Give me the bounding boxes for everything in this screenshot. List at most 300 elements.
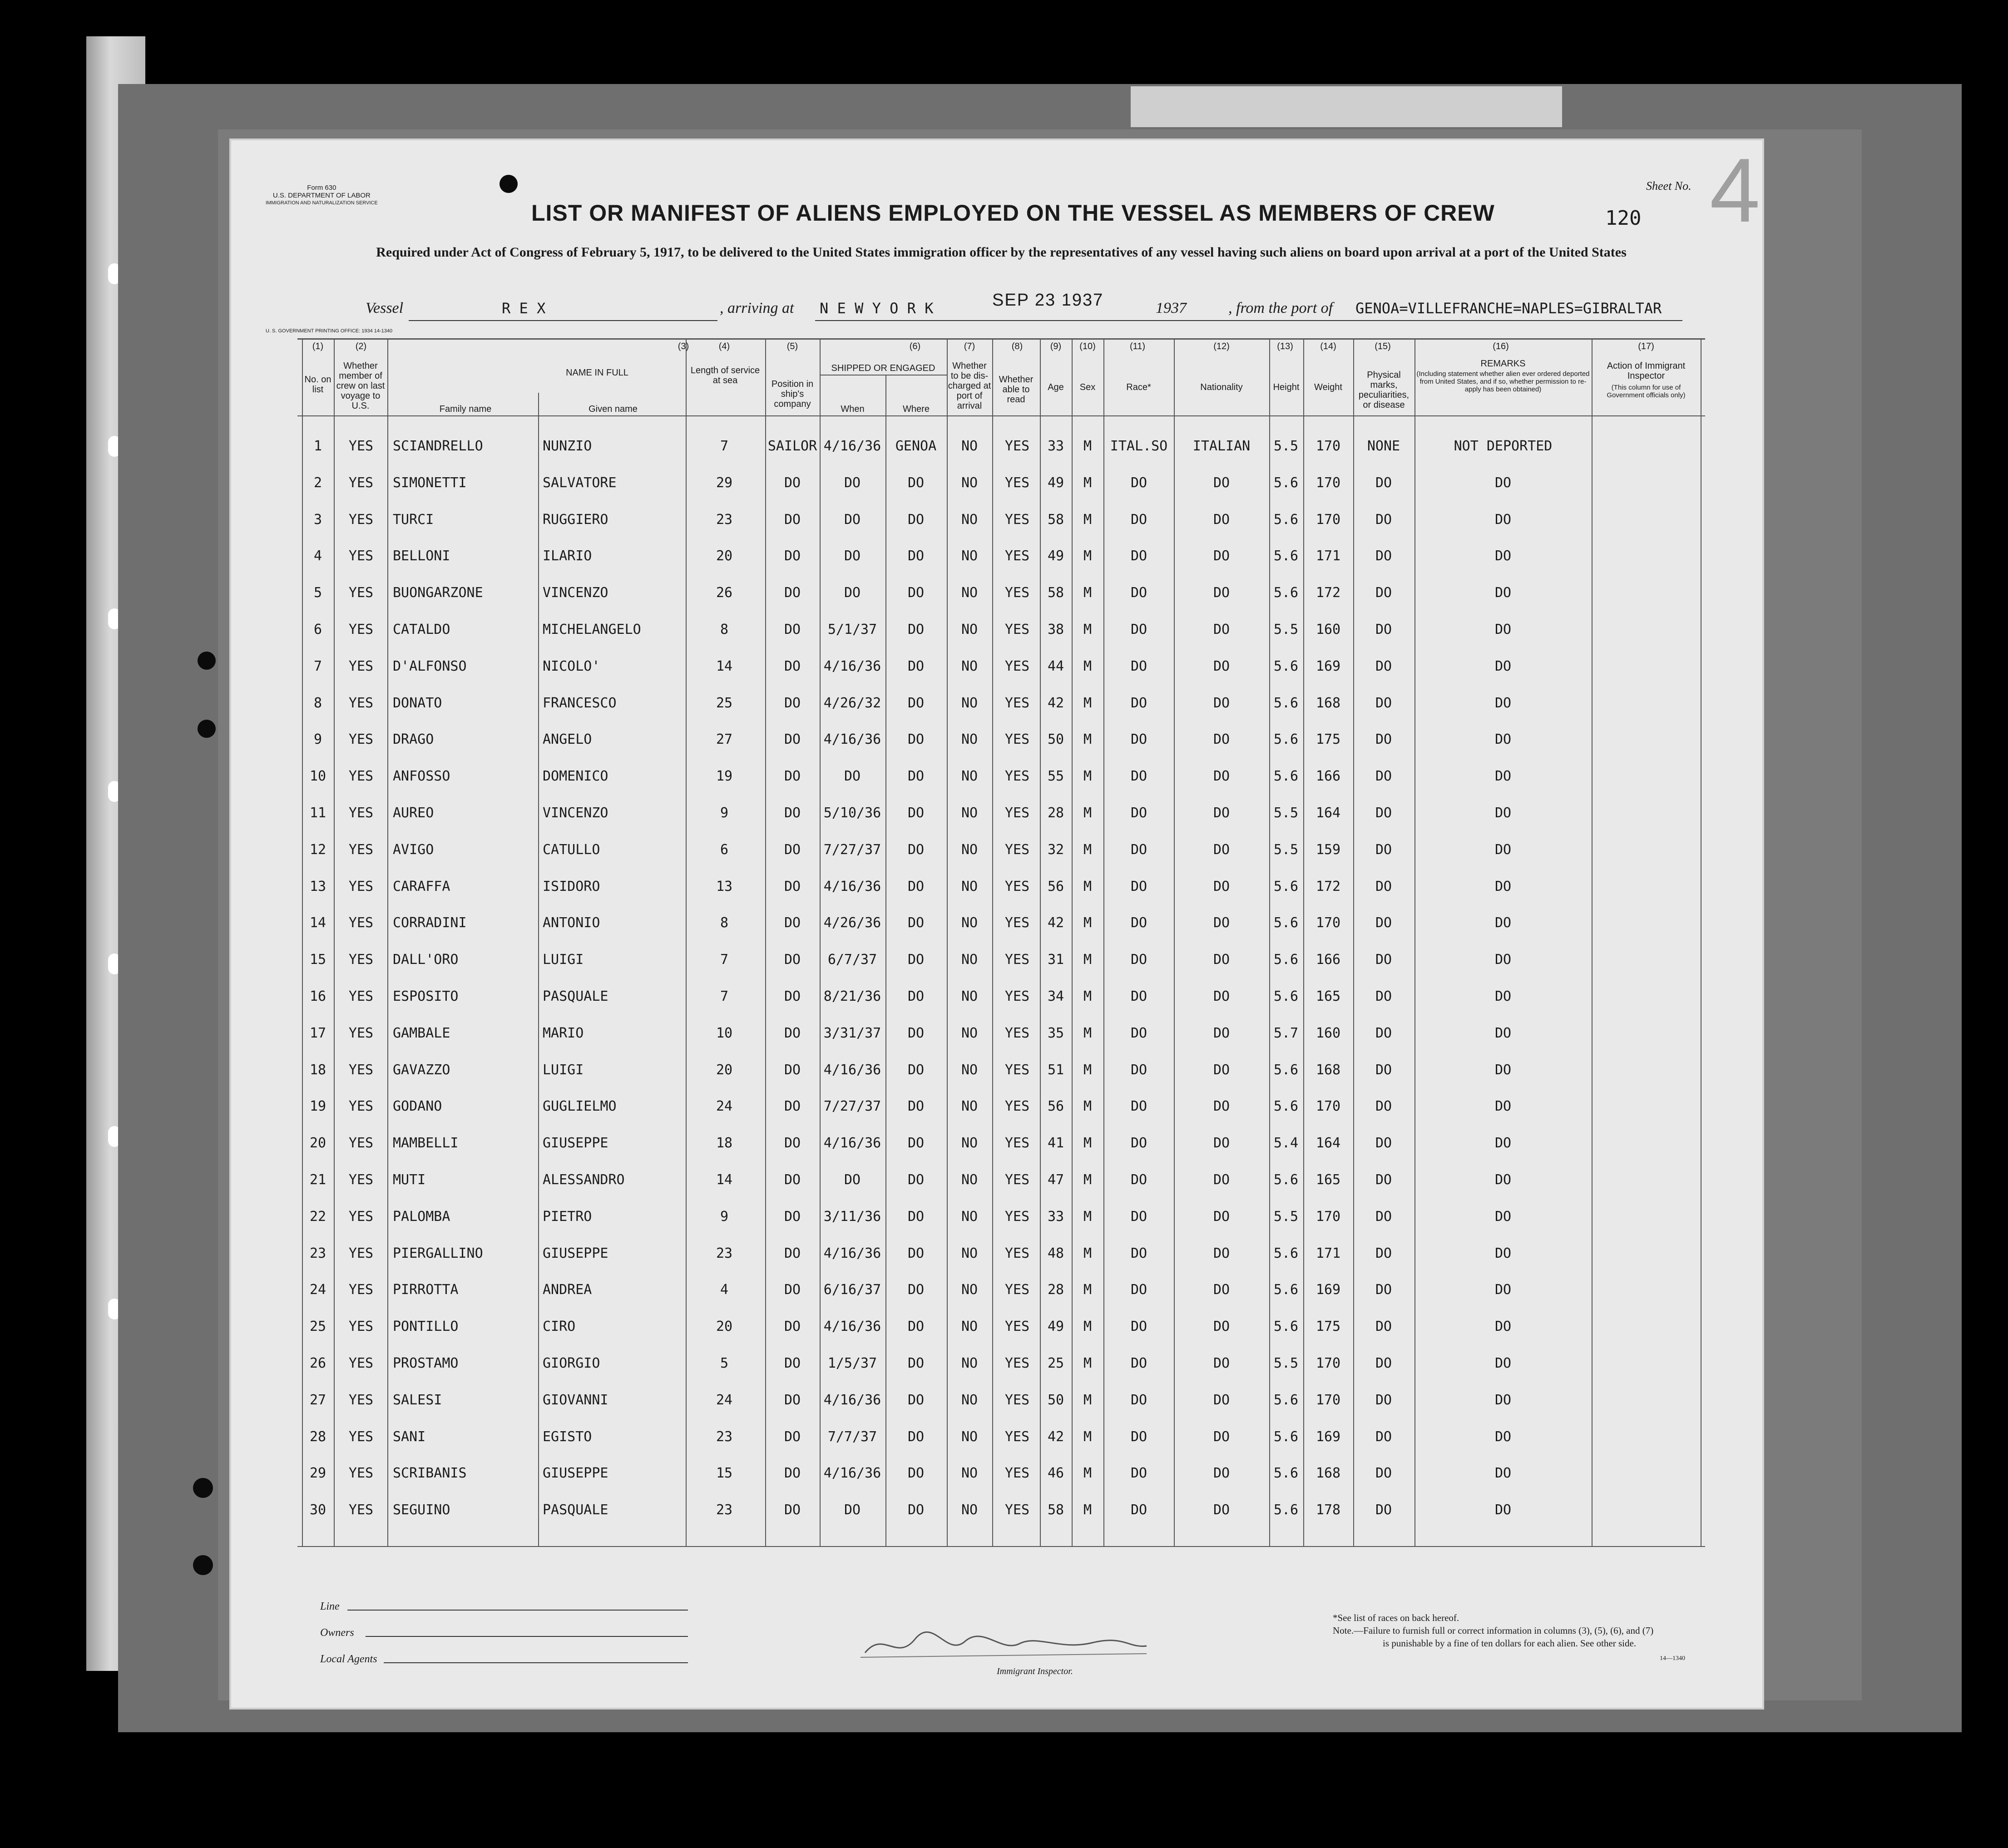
crew-last-voyage: YES bbox=[348, 915, 374, 931]
service-length: 8 bbox=[720, 622, 729, 637]
given-name: SALVATORE bbox=[543, 474, 617, 491]
shipped-where: DO bbox=[907, 695, 925, 711]
remarks: DO bbox=[1494, 988, 1512, 1004]
shipped-where: DO bbox=[907, 1245, 925, 1261]
family-name: BUONGARZONE bbox=[393, 585, 483, 601]
owners-label: Owners bbox=[320, 1627, 354, 1639]
col-sex-header: Sex bbox=[1079, 382, 1096, 392]
crew-last-voyage: YES bbox=[348, 1172, 374, 1188]
physical-marks: DO bbox=[1375, 1062, 1392, 1078]
age: 42 bbox=[1047, 1428, 1064, 1445]
race: DO bbox=[1130, 1208, 1147, 1225]
from-label: , from the port of bbox=[1228, 300, 1333, 316]
nationality: DO bbox=[1213, 695, 1230, 711]
col-family-header: Family name bbox=[439, 404, 492, 414]
race: DO bbox=[1130, 1135, 1147, 1151]
able-to-read: YES bbox=[1004, 1502, 1030, 1518]
able-to-read: YES bbox=[1004, 952, 1030, 968]
physical-marks: DO bbox=[1375, 1465, 1392, 1482]
shipped-when: 6/16/37 bbox=[823, 1282, 881, 1298]
given-name: ALESSANDRO bbox=[543, 1172, 625, 1188]
physical-marks: DO bbox=[1375, 1245, 1392, 1261]
weight: 175 bbox=[1316, 731, 1341, 748]
shipped-where: DO bbox=[907, 952, 925, 968]
physical-marks: DO bbox=[1375, 622, 1392, 637]
column-number: (3) bbox=[678, 341, 689, 351]
race: DO bbox=[1130, 988, 1147, 1004]
height: 5.6 bbox=[1273, 1319, 1299, 1335]
departure-ports: GENOA=VILLEFRANCHE=NAPLES=GIBRALTAR bbox=[1355, 300, 1662, 317]
column-number: (5) bbox=[786, 341, 798, 351]
position: DO bbox=[784, 841, 801, 858]
age: 56 bbox=[1047, 878, 1064, 894]
physical-marks: DO bbox=[1375, 841, 1392, 858]
row-no: 28 bbox=[309, 1428, 326, 1445]
weight: 170 bbox=[1316, 1098, 1341, 1115]
shipped-when: DO bbox=[844, 768, 861, 785]
shipped-when: 4/16/36 bbox=[823, 1465, 881, 1482]
shipped-where: DO bbox=[907, 585, 925, 601]
shipped-where: DO bbox=[907, 1172, 925, 1188]
family-name: CORRADINI bbox=[393, 915, 467, 931]
sex: M bbox=[1083, 1062, 1092, 1078]
sex: M bbox=[1083, 988, 1092, 1004]
physical-marks: DO bbox=[1375, 731, 1392, 748]
able-to-read: YES bbox=[1004, 1025, 1030, 1041]
col-position-header: Position in ship's company bbox=[771, 379, 814, 409]
col-action-sub: (This column for use of Government officials only) bbox=[1607, 384, 1686, 399]
inspector-label: Immigrant Inspector. bbox=[997, 1666, 1073, 1676]
shipped-where: DO bbox=[907, 1098, 925, 1115]
family-name: TURCI bbox=[393, 511, 434, 528]
discharged: NO bbox=[961, 1282, 978, 1298]
able-to-read: YES bbox=[1004, 474, 1030, 491]
remarks: DO bbox=[1494, 1465, 1512, 1482]
remarks: DO bbox=[1494, 1208, 1512, 1225]
age: 50 bbox=[1047, 1392, 1064, 1408]
family-name: AVIGO bbox=[393, 841, 434, 858]
sex: M bbox=[1083, 1392, 1092, 1408]
physical-marks: DO bbox=[1375, 1208, 1392, 1225]
crew-last-voyage: YES bbox=[348, 841, 374, 858]
row-no: 24 bbox=[309, 1282, 326, 1298]
race: DO bbox=[1130, 805, 1147, 821]
family-name: DALL'ORO bbox=[393, 952, 459, 968]
sheet-label: Sheet No. bbox=[1646, 179, 1691, 193]
crew-last-voyage: YES bbox=[348, 1025, 374, 1041]
shipped-where: DO bbox=[907, 805, 925, 821]
row-no: 3 bbox=[313, 511, 322, 528]
discharged: NO bbox=[961, 988, 978, 1004]
inspector-signature bbox=[856, 1626, 1151, 1666]
family-name: PROSTAMO bbox=[393, 1355, 459, 1371]
able-to-read: YES bbox=[1004, 915, 1030, 931]
race: DO bbox=[1130, 1172, 1147, 1188]
position: DO bbox=[784, 1465, 801, 1482]
physical-marks: DO bbox=[1375, 1392, 1392, 1408]
column-number: (15) bbox=[1375, 341, 1391, 351]
physical-marks: DO bbox=[1375, 548, 1392, 564]
able-to-read: YES bbox=[1004, 622, 1030, 637]
row-no: 7 bbox=[313, 658, 322, 674]
race: DO bbox=[1130, 622, 1147, 637]
position: DO bbox=[784, 878, 801, 894]
height: 5.6 bbox=[1273, 952, 1299, 968]
height: 5.6 bbox=[1273, 1392, 1299, 1408]
weight: 165 bbox=[1316, 988, 1341, 1004]
discharged: NO bbox=[961, 731, 978, 748]
age: 41 bbox=[1047, 1135, 1064, 1151]
shipped-where: DO bbox=[907, 1135, 925, 1151]
position: DO bbox=[784, 1355, 801, 1371]
nationality: DO bbox=[1213, 1172, 1230, 1188]
physical-marks: DO bbox=[1375, 1135, 1392, 1151]
page-number: 120 bbox=[1605, 207, 1642, 230]
able-to-read: YES bbox=[1004, 1428, 1030, 1445]
sex: M bbox=[1083, 878, 1092, 894]
remarks: DO bbox=[1494, 768, 1512, 785]
crew-last-voyage: YES bbox=[348, 585, 374, 601]
service-length: 20 bbox=[716, 1319, 733, 1335]
nationality: DO bbox=[1213, 841, 1230, 858]
discharged: NO bbox=[961, 1208, 978, 1225]
col-nationality-header: Nationality bbox=[1200, 382, 1243, 392]
position: DO bbox=[784, 805, 801, 821]
height: 5.6 bbox=[1273, 1245, 1299, 1261]
row-no: 14 bbox=[309, 915, 326, 931]
able-to-read: YES bbox=[1004, 841, 1030, 858]
crew-last-voyage: YES bbox=[348, 1428, 374, 1445]
punch-hole bbox=[193, 1478, 213, 1498]
weight: 159 bbox=[1316, 841, 1341, 858]
remarks: DO bbox=[1494, 952, 1512, 968]
arrival-date-stamp: SEP 23 1937 bbox=[992, 291, 1104, 310]
shipped-when: 4/16/36 bbox=[823, 1135, 881, 1151]
able-to-read: YES bbox=[1004, 1098, 1030, 1115]
remarks: DO bbox=[1494, 1282, 1512, 1298]
physical-marks: DO bbox=[1375, 1282, 1392, 1298]
manifest-page bbox=[229, 138, 1764, 1710]
remarks: DO bbox=[1494, 805, 1512, 821]
weight: 168 bbox=[1316, 1062, 1341, 1078]
discharged: NO bbox=[961, 841, 978, 858]
remarks: DO bbox=[1494, 1502, 1512, 1518]
sex: M bbox=[1083, 841, 1092, 858]
height: 5.5 bbox=[1273, 841, 1299, 858]
position: DO bbox=[784, 1025, 801, 1041]
shipped-when: 7/27/37 bbox=[823, 841, 881, 858]
shipped-where: DO bbox=[907, 622, 925, 637]
remarks: DO bbox=[1494, 841, 1512, 858]
given-name: VINCENZO bbox=[543, 805, 608, 821]
family-name: MAMBELLI bbox=[393, 1135, 459, 1151]
row-no: 17 bbox=[309, 1025, 326, 1041]
able-to-read: YES bbox=[1004, 585, 1030, 601]
race: ITAL.SO bbox=[1110, 438, 1168, 454]
nationality: DO bbox=[1213, 1245, 1230, 1261]
discharged: NO bbox=[961, 768, 978, 785]
remarks: DO bbox=[1494, 731, 1512, 748]
remarks: DO bbox=[1494, 585, 1512, 601]
arrival-port: N E W Y O R K bbox=[820, 300, 934, 317]
row-no: 13 bbox=[309, 878, 326, 894]
age: 42 bbox=[1047, 915, 1064, 931]
row-no: 27 bbox=[309, 1392, 326, 1408]
crew-last-voyage: YES bbox=[348, 731, 374, 748]
height: 5.6 bbox=[1273, 1172, 1299, 1188]
physical-marks: DO bbox=[1375, 695, 1392, 711]
col-name-header: NAME IN FULL bbox=[566, 368, 628, 378]
remarks: DO bbox=[1494, 878, 1512, 894]
department-name: U.S. DEPARTMENT OF LABOR bbox=[272, 192, 371, 199]
physical-marks: DO bbox=[1375, 952, 1392, 968]
able-to-read: YES bbox=[1004, 1245, 1030, 1261]
page-subtitle: Required under Act of Congress of February 5, 1917, to be delivered to the United States immigration officer by the representatives of any vessel having such aliens on board upon arrival at a port of the United States bbox=[376, 245, 1627, 260]
year: 1937 bbox=[1156, 300, 1187, 316]
family-name: GAMBALE bbox=[393, 1025, 450, 1041]
family-name: PALOMBA bbox=[393, 1208, 450, 1225]
race: DO bbox=[1130, 915, 1147, 931]
shipped-when: 4/16/36 bbox=[823, 658, 881, 674]
family-name: MUTI bbox=[393, 1172, 426, 1188]
service-length: 20 bbox=[716, 548, 733, 564]
family-name: CATALDO bbox=[393, 622, 450, 637]
family-name: ANFOSSO bbox=[393, 768, 450, 785]
sex: M bbox=[1083, 1208, 1092, 1225]
column-number: (9) bbox=[1050, 341, 1062, 351]
col-read-header: Whether able to read bbox=[999, 375, 1034, 405]
weight: 168 bbox=[1316, 1465, 1341, 1482]
printing-office: U. S. GOVERNMENT PRINTING OFFICE: 1934 14-1340 bbox=[266, 328, 393, 334]
shipped-when: 4/26/32 bbox=[823, 695, 881, 711]
age: 49 bbox=[1047, 474, 1064, 491]
shipped-when: DO bbox=[844, 1502, 861, 1518]
weight: 178 bbox=[1316, 1502, 1341, 1518]
col-action-header: Action of Immigrant Inspector bbox=[1607, 361, 1686, 381]
physical-marks: DO bbox=[1375, 1172, 1392, 1188]
height: 5.6 bbox=[1273, 878, 1299, 894]
weight: 170 bbox=[1316, 1392, 1341, 1408]
row-no: 1 bbox=[313, 438, 322, 454]
race: DO bbox=[1130, 511, 1147, 528]
able-to-read: YES bbox=[1004, 1208, 1030, 1225]
discharged: NO bbox=[961, 1025, 978, 1041]
shipped-where: DO bbox=[907, 511, 925, 528]
column-number: (8) bbox=[1011, 341, 1023, 351]
punch-hole bbox=[198, 720, 216, 738]
col-where-header: Where bbox=[903, 404, 930, 414]
penalty-note: Note.—Failure to furnish full or correct information in columns (3), (5), (6), and (7) bbox=[1333, 1625, 1654, 1636]
remarks: DO bbox=[1494, 1172, 1512, 1188]
race: DO bbox=[1130, 1282, 1147, 1298]
able-to-read: YES bbox=[1004, 878, 1030, 894]
position: DO bbox=[784, 1502, 801, 1518]
crew-last-voyage: YES bbox=[348, 805, 374, 821]
backing-tab bbox=[1131, 86, 1562, 127]
height: 5.5 bbox=[1273, 438, 1299, 454]
discharged: NO bbox=[961, 548, 978, 564]
position: SAILOR bbox=[767, 438, 817, 454]
weight: 170 bbox=[1316, 438, 1341, 454]
row-no: 26 bbox=[309, 1355, 326, 1371]
nationality: DO bbox=[1213, 988, 1230, 1004]
crew-last-voyage: YES bbox=[348, 1135, 374, 1151]
column-number: (12) bbox=[1213, 341, 1230, 351]
able-to-read: YES bbox=[1004, 1355, 1030, 1371]
crew-last-voyage: YES bbox=[348, 1465, 374, 1482]
height: 5.7 bbox=[1273, 1025, 1299, 1041]
height: 5.6 bbox=[1273, 474, 1299, 491]
nationality: DO bbox=[1213, 1502, 1230, 1518]
form-number: Form 630 bbox=[307, 184, 336, 192]
crew-last-voyage: YES bbox=[348, 1062, 374, 1078]
height: 5.6 bbox=[1273, 548, 1299, 564]
able-to-read: YES bbox=[1004, 1319, 1030, 1335]
table-rule bbox=[297, 1546, 1705, 1547]
shipped-when: 3/31/37 bbox=[823, 1025, 881, 1041]
able-to-read: YES bbox=[1004, 805, 1030, 821]
sex: M bbox=[1083, 731, 1092, 748]
shipped-when: 4/26/36 bbox=[823, 915, 881, 931]
service-length: 7 bbox=[720, 438, 729, 454]
underline bbox=[384, 1662, 688, 1663]
race: DO bbox=[1130, 1062, 1147, 1078]
nationality: DO bbox=[1213, 622, 1230, 637]
col-length-header: Length of service at sea bbox=[690, 366, 760, 385]
position: DO bbox=[784, 511, 801, 528]
nationality: DO bbox=[1213, 1355, 1230, 1371]
age: 44 bbox=[1047, 658, 1064, 674]
row-no: 2 bbox=[313, 474, 322, 491]
nationality: DO bbox=[1213, 1062, 1230, 1078]
underline bbox=[409, 320, 717, 321]
given-name: PASQUALE bbox=[543, 1502, 608, 1518]
weight: 170 bbox=[1316, 1355, 1341, 1371]
remarks: DO bbox=[1494, 658, 1512, 674]
crew-last-voyage: YES bbox=[348, 1098, 374, 1115]
form-code: 14—1340 bbox=[1660, 1655, 1685, 1662]
discharged: NO bbox=[961, 1062, 978, 1078]
race: DO bbox=[1130, 1025, 1147, 1041]
row-no: 25 bbox=[309, 1319, 326, 1335]
nationality: DO bbox=[1213, 1392, 1230, 1408]
service-length: 27 bbox=[716, 731, 733, 748]
col-member-header: Whether member of crew on last voyage to U.S. bbox=[336, 361, 385, 411]
local-agents-label: Local Agents bbox=[320, 1653, 377, 1665]
shipped-when: 7/27/37 bbox=[823, 1098, 881, 1115]
shipped-where: DO bbox=[907, 1355, 925, 1371]
row-no: 10 bbox=[309, 768, 326, 785]
column-number: (7) bbox=[964, 341, 975, 351]
nationality: DO bbox=[1213, 585, 1230, 601]
sex: M bbox=[1083, 915, 1092, 931]
row-no: 20 bbox=[309, 1135, 326, 1151]
col-marks-header: Physical marks, peculiarities, or disease bbox=[1358, 370, 1410, 410]
race: DO bbox=[1130, 548, 1147, 564]
row-no: 19 bbox=[309, 1098, 326, 1115]
discharged: NO bbox=[961, 1245, 978, 1261]
discharged: NO bbox=[961, 915, 978, 931]
line-label: Line bbox=[320, 1601, 340, 1612]
nationality: DO bbox=[1213, 768, 1230, 785]
column-number: (2) bbox=[355, 341, 367, 351]
age: 33 bbox=[1047, 1208, 1064, 1225]
shipped-when: 4/16/36 bbox=[823, 1245, 881, 1261]
shipped-where: DO bbox=[907, 1502, 925, 1518]
sex: M bbox=[1083, 511, 1092, 528]
age: 32 bbox=[1047, 841, 1064, 858]
shipped-when: 5/1/37 bbox=[827, 622, 877, 637]
nationality: DO bbox=[1213, 1098, 1230, 1115]
sex: M bbox=[1083, 1025, 1092, 1041]
family-name: GAVAZZO bbox=[393, 1062, 450, 1078]
service-length: 23 bbox=[716, 511, 733, 528]
nationality: DO bbox=[1213, 878, 1230, 894]
given-name: ISIDORO bbox=[543, 878, 600, 894]
height: 5.6 bbox=[1273, 1282, 1299, 1298]
age: 38 bbox=[1047, 622, 1064, 637]
remarks: DO bbox=[1494, 1098, 1512, 1115]
service-length: 13 bbox=[716, 878, 733, 894]
height: 5.6 bbox=[1273, 1502, 1299, 1518]
physical-marks: NONE bbox=[1367, 438, 1400, 454]
physical-marks: DO bbox=[1375, 1355, 1392, 1371]
sex: M bbox=[1083, 622, 1092, 637]
family-name: SEGUINO bbox=[393, 1502, 450, 1518]
sex: M bbox=[1083, 1172, 1092, 1188]
weight: 170 bbox=[1316, 474, 1341, 491]
position: DO bbox=[784, 1428, 801, 1445]
weight: 165 bbox=[1316, 1172, 1341, 1188]
service-length: 24 bbox=[716, 1098, 733, 1115]
family-name: DONATO bbox=[393, 695, 442, 711]
service-length: 26 bbox=[716, 585, 733, 601]
weight: 164 bbox=[1316, 1135, 1341, 1151]
race-note: *See list of races on back hereof. bbox=[1333, 1612, 1459, 1623]
given-name: GIUSEPPE bbox=[543, 1245, 608, 1261]
weight: 160 bbox=[1316, 1025, 1341, 1041]
service-length: 9 bbox=[720, 805, 729, 821]
discharged: NO bbox=[961, 511, 978, 528]
weight: 168 bbox=[1316, 695, 1341, 711]
remarks: DO bbox=[1494, 1392, 1512, 1408]
physical-marks: DO bbox=[1375, 805, 1392, 821]
physical-marks: DO bbox=[1375, 658, 1392, 674]
remarks: DO bbox=[1494, 474, 1512, 491]
crew-last-voyage: YES bbox=[348, 511, 374, 528]
physical-marks: DO bbox=[1375, 1319, 1392, 1335]
age: 48 bbox=[1047, 1245, 1064, 1261]
position: DO bbox=[784, 695, 801, 711]
height: 5.6 bbox=[1273, 731, 1299, 748]
position: DO bbox=[784, 658, 801, 674]
shipped-where: DO bbox=[907, 1392, 925, 1408]
physical-marks: DO bbox=[1375, 915, 1392, 931]
race: DO bbox=[1130, 841, 1147, 858]
shipped-when: 4/16/36 bbox=[823, 1062, 881, 1078]
position: DO bbox=[784, 1208, 801, 1225]
race: DO bbox=[1130, 1319, 1147, 1335]
column-number: (11) bbox=[1129, 341, 1146, 351]
service-length: 23 bbox=[716, 1502, 733, 1518]
shipped-when: DO bbox=[844, 474, 861, 491]
nationality: ITALIAN bbox=[1192, 438, 1251, 454]
remarks: DO bbox=[1494, 511, 1512, 528]
family-name: PONTILLO bbox=[393, 1319, 459, 1335]
table-rule bbox=[297, 338, 1705, 340]
shipped-when: 6/7/37 bbox=[827, 952, 877, 968]
able-to-read: YES bbox=[1004, 1392, 1030, 1408]
